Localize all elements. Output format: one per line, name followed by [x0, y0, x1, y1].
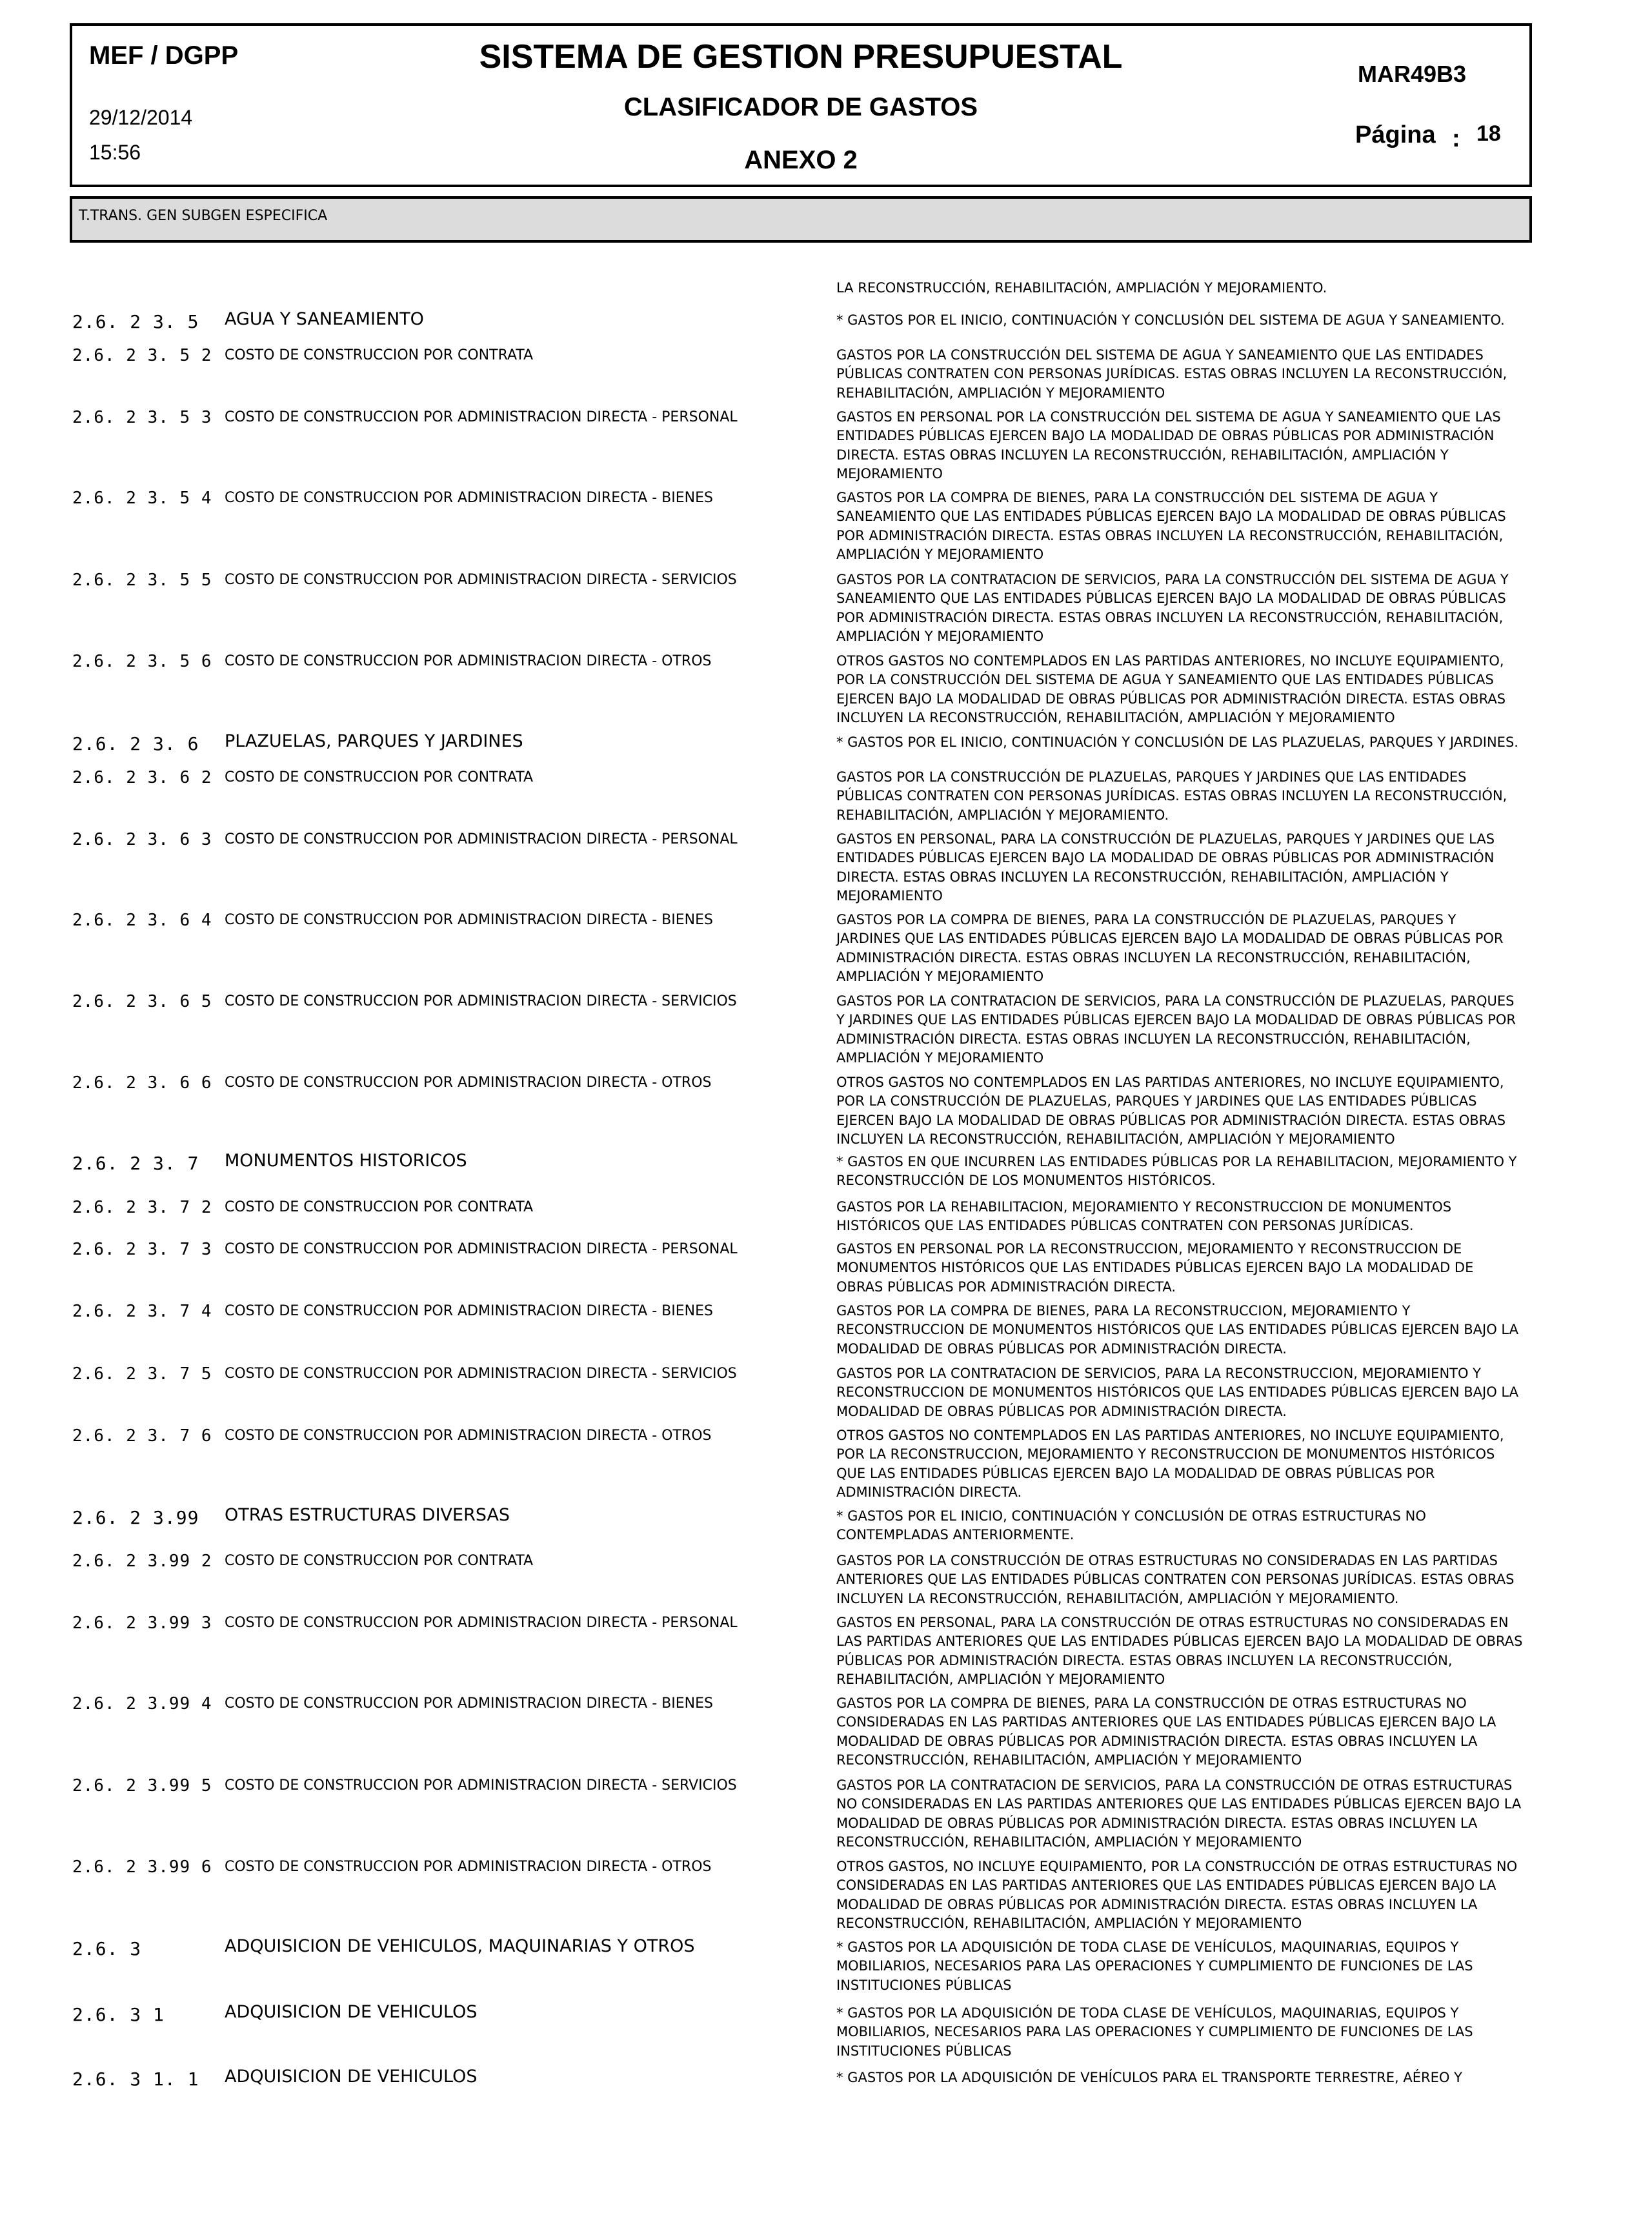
- classifier-description: GASTOS EN PERSONAL POR LA RECONSTRUCCION, MEJORAMIENTO Y RECONSTRUCCION DE MONUMENTOS HISTÓRICOS QUE LAS ENTIDADES PÚBLICAS EJERCEN BAJO LA MODALIDAD DE OBRAS PÚBLICAS POR ADMINISTRACIÓN DIRECTA.: [836, 1241, 1474, 1295]
- classifier-code: 2.6. 2 3.99 6: [72, 1857, 212, 1877]
- report-title: SISTEMA DE GESTION PRESUPUESTAL: [479, 38, 1123, 76]
- classifier-description: GASTOS POR LA CONTRATACION DE SERVICIOS, PARA LA CONSTRUCCIÓN DEL SISTEMA DE AGUA Y SANEAMIENTO QUE LAS ENTIDADES PÚBLICAS EJERCEN BAJO LA MODALIDAD DE OBRAS PÚBLICAS POR ADMINISTRACIÓN DIRECTA. ESTAS OBRAS INCLUYEN LA RECONSTRUCCIÓN, REHABILITACIÓN, AMPLIACIÓN Y MEJORAMIENTO: [836, 572, 1509, 645]
- classifier-name: MONUMENTOS HISTORICOS: [225, 1151, 467, 1171]
- classifier-name: COSTO DE CONSTRUCCION POR ADMINISTRACION DIRECTA - PERSONAL: [225, 1615, 738, 1631]
- classifier-code: 2.6. 2 3. 5 6: [72, 652, 212, 671]
- classifier-description: GASTOS POR LA CONSTRUCCIÓN DE PLAZUELAS, PARQUES Y JARDINES QUE LAS ENTIDADES PÚBLICAS CONTRATEN CON PERSONAS JURÍDICAS. ESTAS OBRAS INCLUYEN LA RECONSTRUCCIÓN, REHABILITACIÓN, AMPLIACIÓN Y MEJORAMIENTO.: [836, 769, 1507, 823]
- classifier-name: COSTO DE CONSTRUCCION POR ADMINISTRACION DIRECTA - OTROS: [225, 1428, 712, 1444]
- classifier-description: GASTOS POR LA CONTRATACION DE SERVICIOS, PARA LA CONSTRUCCIÓN DE OTRAS ESTRUCTURAS NO CONSIDERADAS EN LAS PARTIDAS ANTERIORES QUE LAS ENTIDADES PÚBLICAS EJERCEN BAJO LA MODALIDAD DE OBRAS PÚBLICAS POR ADMINISTRACIÓN DIRECTA. ESTAS OBRAS INCLUYEN LA RECONSTRUCCIÓN, REHABILITACIÓN, AMPLIACIÓN Y MEJORAMIENTO: [836, 1777, 1522, 1850]
- classifier-description: * GASTOS POR EL INICIO, CONTINUACIÓN Y CONCLUSIÓN DE LAS PLAZUELAS, PARQUES Y JARDINES.: [836, 734, 1518, 750]
- report-header: [70, 23, 1532, 187]
- classifier-name: COSTO DE CONSTRUCCION POR CONTRATA: [225, 347, 534, 363]
- classifier-description: GASTOS POR LA COMPRA DE BIENES, PARA LA CONSTRUCCIÓN DE PLAZUELAS, PARQUES Y JARDINES QUE LAS ENTIDADES PÚBLICAS EJERCEN BAJO LA MODALIDAD DE OBRAS PÚBLICAS POR ADMINISTRACIÓN DIRECTA. ESTAS OBRAS INCLUYEN LA RECONSTRUCCIÓN, REHABILITACIÓN, AMPLIACIÓN Y MEJORAMIENTO: [836, 912, 1504, 985]
- classifier-code: 2.6. 2 3.99 4: [72, 1694, 212, 1714]
- report-date: 29/12/2014: [89, 106, 193, 129]
- classifier-name: COSTO DE CONSTRUCCION POR ADMINISTRACION DIRECTA - BIENES: [225, 912, 713, 928]
- report-subtitle: CLASIFICADOR DE GASTOS: [623, 93, 978, 121]
- classifier-name: ADQUISICION DE VEHICULOS: [225, 2067, 478, 2087]
- page-label: Página: [1355, 121, 1436, 148]
- classifier-name: COSTO DE CONSTRUCCION POR ADMINISTRACION DIRECTA - PERSONAL: [225, 1241, 738, 1257]
- classifier-name: COSTO DE CONSTRUCCION POR ADMINISTRACION DIRECTA - OTROS: [225, 1075, 712, 1091]
- classifier-code: 2.6. 3: [72, 1938, 142, 1959]
- classifier-name: ADQUISICION DE VEHICULOS: [225, 2002, 478, 2022]
- classifier-code: 2.6. 2 3. 7 3: [72, 1240, 212, 1259]
- page-colon: :: [1452, 125, 1460, 152]
- report-annex: ANEXO 2: [744, 146, 858, 174]
- classifier-description: GASTOS EN PERSONAL POR LA CONSTRUCCIÓN DEL SISTEMA DE AGUA Y SANEAMIENTO QUE LAS ENTIDADES PÚBLICAS EJERCEN BAJO LA MODALIDAD DE OBRAS PÚBLICAS POR ADMINISTRACIÓN DIRECTA. ESTAS OBRAS INCLUYEN LA RECONSTRUCCIÓN, REHABILITACIÓN, AMPLIACIÓN Y MEJORAMIENTO: [836, 409, 1501, 482]
- column-header-text: T.TRANS. GEN SUBGEN ESPECIFICA: [79, 208, 328, 224]
- classifier-name: COSTO DE CONSTRUCCION POR ADMINISTRACION DIRECTA - BIENES: [225, 490, 713, 506]
- classifier-code: 2.6. 2 3. 7 2: [72, 1198, 212, 1217]
- classifier-description: OTROS GASTOS NO CONTEMPLADOS EN LAS PARTIDAS ANTERIORES, NO INCLUYE EQUIPAMIENTO, POR LA RECONSTRUCCION, MEJORAMIENTO Y RECONSTRUCCION DE MONUMENTOS HISTÓRICOS QUE LAS ENTIDADES PÚBLICAS EJERCEN BAJO LA MODALIDAD DE OBRAS PÚBLICAS POR ADMINISTRACIÓN DIRECTA.: [836, 1428, 1504, 1501]
- classifier-code: 2.6. 2 3.99 2: [72, 1552, 212, 1571]
- classifier-code: 2.6. 2 3. 6 2: [72, 768, 212, 787]
- classifier-code: 2.6. 2 3. 7: [72, 1153, 199, 1174]
- report-time: 15:56: [89, 141, 141, 164]
- classifier-code: 2.6. 2 3. 6 4: [72, 911, 212, 930]
- classifier-name: COSTO DE CONSTRUCCION POR CONTRATA: [225, 769, 534, 785]
- classifier-description: OTROS GASTOS, NO INCLUYE EQUIPAMIENTO, POR LA CONSTRUCCIÓN DE OTRAS ESTRUCTURAS NO CONSIDERADAS EN LAS PARTIDAS ANTERIORES QUE LAS ENTIDADES PÚBLICAS EJERCEN BAJO LA MODALIDAD DE OBRAS PÚBLICAS POR ADMINISTRACIÓN DIRECTA. ESTAS OBRAS INCLUYEN LA RECONSTRUCCIÓN, REHABILITACIÓN, AMPLIACIÓN Y MEJORAMIENTO: [836, 1859, 1518, 1932]
- classifier-name: COSTO DE CONSTRUCCION POR CONTRATA: [225, 1553, 534, 1569]
- classifier-description: OTROS GASTOS NO CONTEMPLADOS EN LAS PARTIDAS ANTERIORES, NO INCLUYE EQUIPAMIENTO, POR LA CONSTRUCCIÓN DE PLAZUELAS, PARQUES Y JARDINES QUE LAS ENTIDADES PÚBLICAS EJERCEN BAJO LA MODALIDAD DE OBRAS PÚBLICAS POR ADMINISTRACIÓN DIRECTA. ESTAS OBRAS INCLUYEN LA RECONSTRUCCIÓN, REHABILITACIÓN, AMPLIACIÓN Y MEJORAMIENTO: [836, 1075, 1506, 1148]
- classifier-name: COSTO DE CONSTRUCCION POR CONTRATA: [225, 1199, 534, 1215]
- classifier-code: 2.6. 2 3. 6 3: [72, 830, 212, 849]
- continuation-text: LA RECONSTRUCCIÓN, REHABILITACIÓN, AMPLIACIÓN Y MEJORAMIENTO.: [836, 280, 1327, 296]
- classifier-code: 2.6. 2 3. 5 3: [72, 408, 212, 427]
- classifier-code: 2.6. 2 3. 6 5: [72, 992, 212, 1011]
- classifier-description: GASTOS POR LA REHABILITACION, MEJORAMIENTO Y RECONSTRUCCION DE MONUMENTOS HISTÓRICOS QUE LAS ENTIDADES PÚBLICAS CONTRATEN CON PERSONAS JURÍDICAS.: [836, 1199, 1452, 1234]
- classifier-code: 2.6. 3 1. 1: [72, 2068, 199, 2090]
- classifier-description: * GASTOS POR LA ADQUISICIÓN DE TODA CLASE DE VEHÍCULOS, MAQUINARIAS, EQUIPOS Y MOBILIARIOS, NECESARIOS PARA LAS OPERACIONES Y CUMPLIMIENTO DE FUNCIONES DE LAS INSTITUCIONES PÚBLICAS: [836, 1939, 1473, 1993]
- classifier-name: COSTO DE CONSTRUCCION POR ADMINISTRACION DIRECTA - PERSONAL: [225, 409, 738, 425]
- classifier-code: 2.6. 2 3. 6 6: [72, 1073, 212, 1093]
- classifier-description: GASTOS POR LA CONSTRUCCIÓN DEL SISTEMA DE AGUA Y SANEAMIENTO QUE LAS ENTIDADES PÚBLICAS CONTRATEN CON PERSONAS JURÍDICAS. ESTAS OBRAS INCLUYEN LA RECONSTRUCCIÓN, REHABILITACIÓN, AMPLIACIÓN Y MEJORAMIENTO: [836, 347, 1507, 401]
- report-code: MAR49B3: [1357, 61, 1466, 87]
- classifier-description: GASTOS POR LA CONTRATACION DE SERVICIOS, PARA LA CONSTRUCCIÓN DE PLAZUELAS, PARQUES Y JARDINES QUE LAS ENTIDADES PÚBLICAS EJERCEN BAJO LA MODALIDAD DE OBRAS PÚBLICAS POR ADMINISTRACIÓN DIRECTA. ESTAS OBRAS INCLUYEN LA RECONSTRUCCIÓN, REHABILITACIÓN, AMPLIACIÓN Y MEJORAMIENTO: [836, 993, 1516, 1066]
- classifier-description: GASTOS POR LA COMPRA DE BIENES, PARA LA CONSTRUCCIÓN DE OTRAS ESTRUCTURAS NO CONSIDERADAS EN LAS PARTIDAS ANTERIORES QUE LAS ENTIDADES PÚBLICAS EJERCEN BAJO LA MODALIDAD DE OBRAS PÚBLICAS POR ADMINISTRACIÓN DIRECTA. ESTAS OBRAS INCLUYEN LA RECONSTRUCCIÓN, REHABILITACIÓN, AMPLIACIÓN Y MEJORAMIENTO: [836, 1695, 1496, 1768]
- classifier-description: GASTOS POR LA COMPRA DE BIENES, PARA LA CONSTRUCCIÓN DEL SISTEMA DE AGUA Y SANEAMIENTO QUE LAS ENTIDADES PÚBLICAS EJERCEN BAJO LA MODALIDAD DE OBRAS PÚBLICAS POR ADMINISTRACIÓN DIRECTA. ESTAS OBRAS INCLUYEN LA RECONSTRUCCIÓN, REHABILITACIÓN, AMPLIACIÓN Y MEJORAMIENTO: [836, 490, 1506, 563]
- classifier-code: 2.6. 2 3. 5 4: [72, 489, 212, 508]
- classifier-name: ADQUISICION DE VEHICULOS, MAQUINARIAS Y OTROS: [225, 1936, 695, 1956]
- classifier-description: GASTOS POR LA CONTRATACION DE SERVICIOS, PARA LA RECONSTRUCCION, MEJORAMIENTO Y RECONSTRUCCION DE MONUMENTOS HISTÓRICOS QUE LAS ENTIDADES PÚBLICAS EJERCEN BAJO LA MODALIDAD DE OBRAS PÚBLICAS POR ADMINISTRACIÓN DIRECTA.: [836, 1366, 1518, 1419]
- classifier-description: GASTOS POR LA CONSTRUCCIÓN DE OTRAS ESTRUCTURAS NO CONSIDERADAS EN LAS PARTIDAS ANTERIORES QUE LAS ENTIDADES PÚBLICAS CONTRATEN CON PERSONAS JURÍDICAS. ESTAS OBRAS INCLUYEN LA RECONSTRUCCIÓN, REHABILITACIÓN, AMPLIACIÓN Y MEJORAMIENTO.: [836, 1553, 1515, 1606]
- classifier-code: 2.6. 2 3. 7 6: [72, 1426, 212, 1446]
- classifier-name: COSTO DE CONSTRUCCION POR ADMINISTRACION DIRECTA - OTROS: [225, 653, 712, 669]
- classifier-code: 2.6. 2 3.99: [72, 1507, 199, 1528]
- classifier-description: * GASTOS POR EL INICIO, CONTINUACIÓN Y CONCLUSIÓN DEL SISTEMA DE AGUA Y SANEAMIENTO.: [836, 312, 1505, 328]
- classifier-name: COSTO DE CONSTRUCCION POR ADMINISTRACION DIRECTA - SERVICIOS: [225, 1366, 737, 1382]
- classifier-name: AGUA Y SANEAMIENTO: [225, 309, 424, 329]
- classifier-description: GASTOS EN PERSONAL, PARA LA CONSTRUCCIÓN DE PLAZUELAS, PARQUES Y JARDINES QUE LAS ENTIDADES PÚBLICAS EJERCEN BAJO LA MODALIDAD DE OBRAS PÚBLICAS POR ADMINISTRACIÓN DIRECTA. ESTAS OBRAS INCLUYEN LA RECONSTRUCCIÓN, REHABILITACIÓN, AMPLIACIÓN Y MEJORAMIENTO: [836, 831, 1495, 904]
- classifier-description: GASTOS EN PERSONAL, PARA LA CONSTRUCCIÓN DE OTRAS ESTRUCTURAS NO CONSIDERADAS EN LAS PARTIDAS ANTERIORES QUE LAS ENTIDADES PÚBLICAS EJERCEN BAJO LA MODALIDAD DE OBRAS PÚBLICAS POR ADMINISTRACIÓN DIRECTA. ESTAS OBRAS INCLUYEN LA RECONSTRUCCIÓN, REHABILITACIÓN, AMPLIACIÓN Y MEJORAMIENTO: [836, 1615, 1523, 1688]
- classifier-code: 2.6. 2 3. 7 5: [72, 1364, 212, 1384]
- classifier-description: * GASTOS EN QUE INCURREN LAS ENTIDADES PÚBLICAS POR LA REHABILITACION, MEJORAMIENTO Y RECONSTRUCCIÓN DE LOS MONUMENTOS HISTÓRICOS.: [836, 1154, 1517, 1189]
- classifier-description: OTROS GASTOS NO CONTEMPLADOS EN LAS PARTIDAS ANTERIORES, NO INCLUYE EQUIPAMIENTO, POR LA CONSTRUCCIÓN DEL SISTEMA DE AGUA Y SANEAMIENTO QUE LAS ENTIDADES PÚBLICAS EJERCEN BAJO LA MODALIDAD DE OBRAS PÚBLICAS POR ADMINISTRACIÓN DIRECTA. ESTAS OBRAS INCLUYEN LA RECONSTRUCCIÓN, REHABILITACIÓN, AMPLIACIÓN Y MEJORAMIENTO: [836, 653, 1506, 726]
- classifier-name: COSTO DE CONSTRUCCION POR ADMINISTRACION DIRECTA - SERVICIOS: [225, 1777, 737, 1794]
- classifier-name: COSTO DE CONSTRUCCION POR ADMINISTRACION DIRECTA - OTROS: [225, 1859, 712, 1875]
- classifier-code: 2.6. 2 3. 5: [72, 311, 199, 332]
- column-header-bar: [70, 196, 1532, 243]
- classifier-name: COSTO DE CONSTRUCCION POR ADMINISTRACION DIRECTA - PERSONAL: [225, 831, 738, 847]
- classifier-name: COSTO DE CONSTRUCCION POR ADMINISTRACION DIRECTA - SERVICIOS: [225, 572, 737, 588]
- classifier-code: 2.6. 2 3. 6: [72, 733, 199, 754]
- classifier-description: * GASTOS POR LA ADQUISICIÓN DE VEHÍCULOS PARA EL TRANSPORTE TERRESTRE, AÉREO Y: [836, 2070, 1462, 2085]
- classifier-description: * GASTOS POR LA ADQUISICIÓN DE TODA CLASE DE VEHÍCULOS, MAQUINARIAS, EQUIPOS Y MOBILIARIOS, NECESARIOS PARA LAS OPERACIONES Y CUMPLIMIENTO DE FUNCIONES DE LAS INSTITUCIONES PÚBLICAS: [836, 2005, 1473, 2059]
- classifier-code: 2.6. 2 3. 5 2: [72, 346, 212, 365]
- classifier-code: 2.6. 2 3. 5 5: [72, 571, 212, 590]
- classifier-name: PLAZUELAS, PARQUES Y JARDINES: [225, 731, 523, 751]
- classifier-code: 2.6. 2 3.99 3: [72, 1613, 212, 1633]
- classifier-code: 2.6. 3 1: [72, 2004, 165, 2025]
- page-number: 18: [1476, 121, 1501, 146]
- classifier-name: COSTO DE CONSTRUCCION POR ADMINISTRACION DIRECTA - SERVICIOS: [225, 993, 737, 1009]
- classifier-name: COSTO DE CONSTRUCCION POR ADMINISTRACION DIRECTA - BIENES: [225, 1695, 713, 1712]
- classifier-code: 2.6. 2 3.99 5: [72, 1776, 212, 1795]
- classifier-code: 2.6. 2 3. 7 4: [72, 1302, 212, 1321]
- classifier-name: COSTO DE CONSTRUCCION POR ADMINISTRACION DIRECTA - BIENES: [225, 1303, 713, 1319]
- organization-label: MEF / DGPP: [89, 41, 239, 70]
- classifier-name: OTRAS ESTRUCTURAS DIVERSAS: [225, 1505, 510, 1525]
- classifier-description: GASTOS POR LA COMPRA DE BIENES, PARA LA RECONSTRUCCION, MEJORAMIENTO Y RECONSTRUCCION DE MONUMENTOS HISTÓRICOS QUE LAS ENTIDADES PÚBLICAS EJERCEN BAJO LA MODALIDAD DE OBRAS PÚBLICAS POR ADMINISTRACIÓN DIRECTA.: [836, 1303, 1518, 1357]
- classifier-description: * GASTOS POR EL INICIO, CONTINUACIÓN Y CONCLUSIÓN DE OTRAS ESTRUCTURAS NO CONTEMPLADAS ANTERIORMENTE.: [836, 1508, 1426, 1543]
